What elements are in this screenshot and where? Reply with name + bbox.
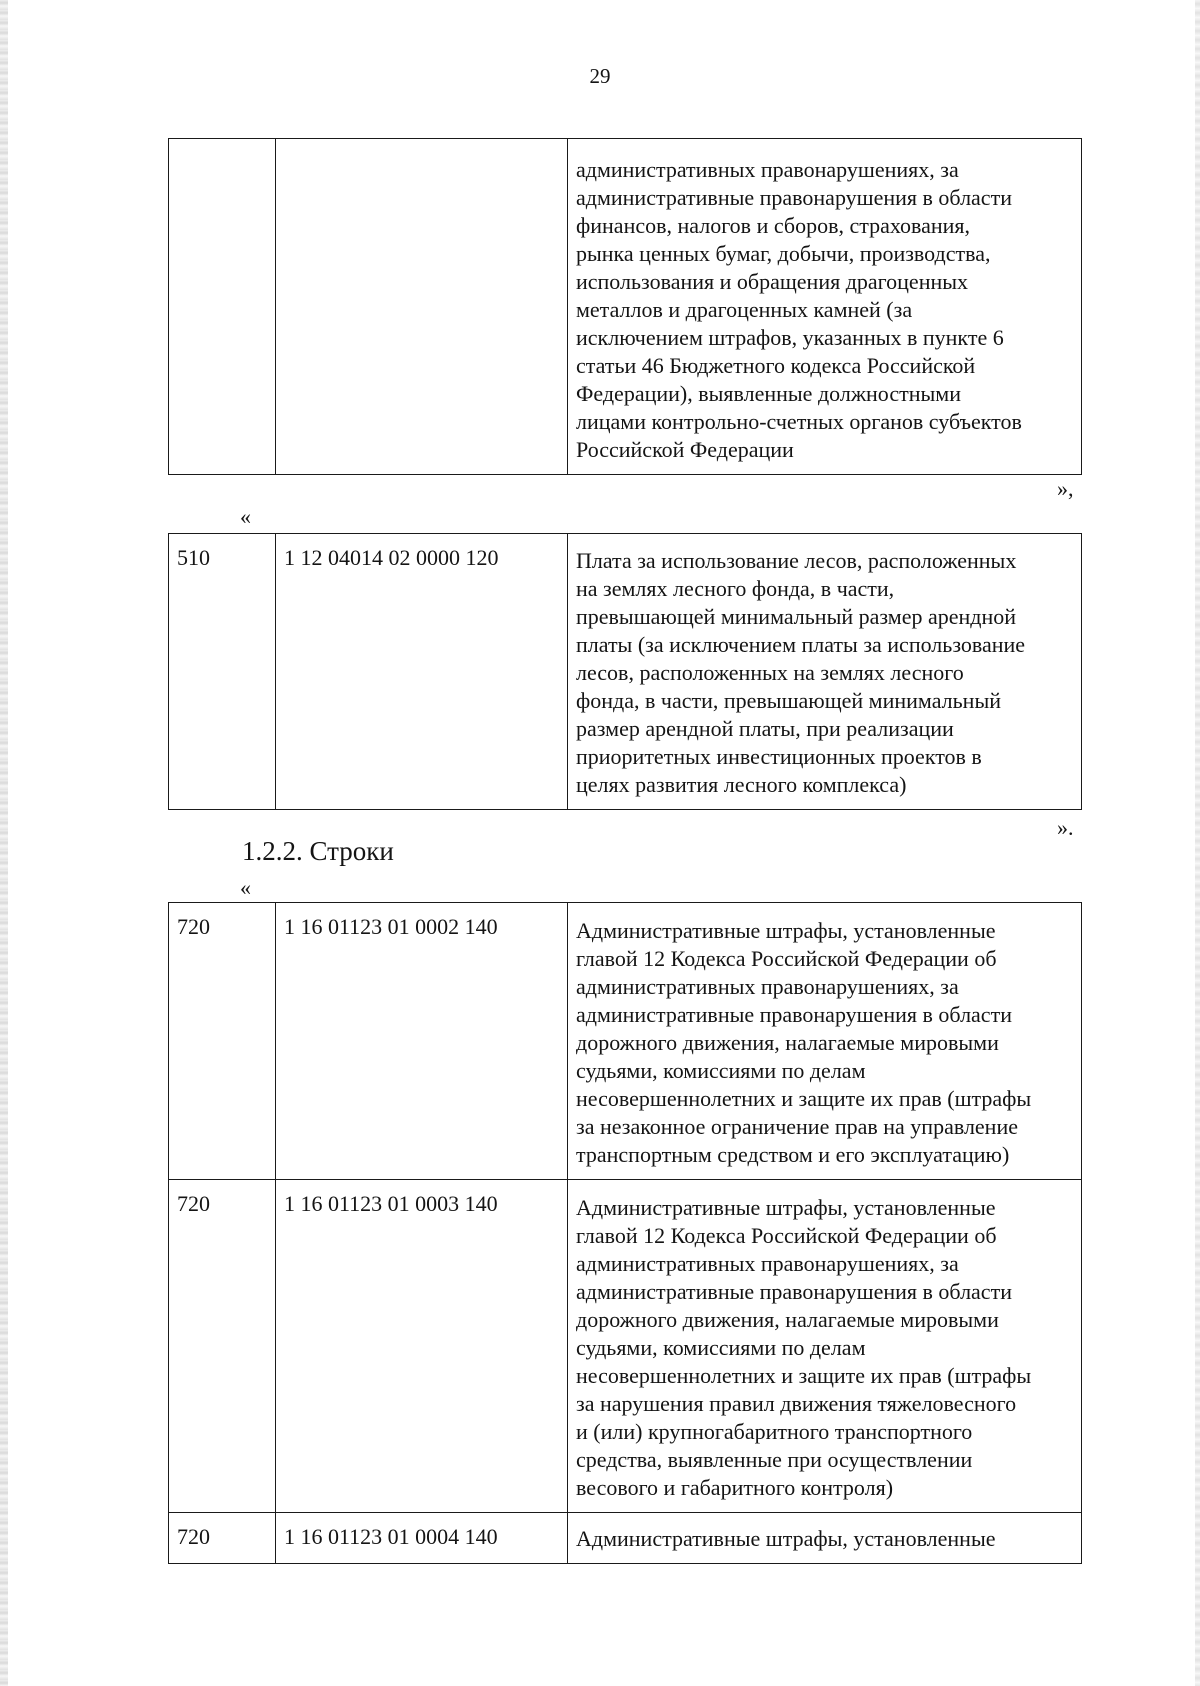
closing-quote: », — [1057, 476, 1074, 501]
opening-quote: « — [240, 504, 251, 529]
table-cell-kbk: 1 16 01123 01 0004 140 — [276, 1513, 568, 1564]
table-cell-description: Административные штрафы, установленные — [568, 1513, 1082, 1564]
table-cell-description: административных правонарушениях, за административные правонарушения в области финансов, налогов и сборов, страхования, рынка ценных бумаг, добычи, производства, использования и обращения драгоценных металлов и драгоценных камней (за исключением штрафов, указанных в пункте 6 статьи 46 Бюджетного кодекса Российской Федерации), выявленные должностными лицами контрольно-счетных органов субъектов Российской Федерации — [568, 139, 1082, 475]
opening-quote: « — [240, 875, 251, 900]
table-cell-code: 720 — [169, 903, 276, 1180]
table-cell-kbk: 1 12 04014 02 0000 120 — [276, 534, 568, 810]
table-cell-kbk — [276, 139, 568, 475]
table-row — [169, 1180, 1082, 1513]
table-cell-code: 510 — [169, 534, 276, 810]
table-row — [169, 139, 1082, 475]
table-cell-description: Плата за использование лесов, расположенных на землях лесного фонда, в части, превышающей минимальный размер арендной платы (за исключением платы за использование лесов, расположенных на землях лесного фонда, в части, превышающей минимальный размер арендной платы, при реализации приоритетных инвестиционных проектов в целях развития лесного комплекса) — [568, 534, 1082, 810]
table-cell-description: Административные штрафы, установленные главой 12 Кодекса Российской Федерации об административных правонарушениях, за административные правонарушения в области дорожного движения, налагаемые мировыми судьями, комиссиями по делам несовершеннолетних и защите их прав (штрафы за нарушения правил движения тяжеловесного и (или) крупногабаритного транспортного средства, выявленные при осуществлении весового и габаритного контроля) — [568, 1180, 1082, 1513]
scan-edge-left — [0, 0, 8, 1686]
table-row — [169, 903, 1082, 1180]
table-cell-kbk: 1 16 01123 01 0002 140 — [276, 903, 568, 1180]
table-510 — [168, 533, 1082, 810]
table-cell-code — [169, 139, 276, 475]
scan-edge-right — [1195, 0, 1200, 1686]
table-720 — [168, 902, 1082, 1564]
table-continuation — [168, 138, 1082, 475]
section-heading: 1.2.2. Строки — [242, 836, 394, 866]
table-cell-code: 720 — [169, 1513, 276, 1564]
table-cell-code: 720 — [169, 1180, 276, 1513]
table-row — [169, 1513, 1082, 1564]
closing-quote: ». — [1057, 815, 1074, 840]
table-cell-description: Административные штрафы, установленные главой 12 Кодекса Российской Федерации об административных правонарушениях, за административные правонарушения в области дорожного движения, налагаемые мировыми судьями, комиссиями по делам несовершеннолетних и защите их прав (штрафы за незаконное ограничение прав на управление транспортным средством и его эксплуатацию) — [568, 903, 1082, 1180]
table-row — [169, 534, 1082, 810]
page-number: 29 — [589, 64, 611, 88]
table-cell-kbk: 1 16 01123 01 0003 140 — [276, 1180, 568, 1513]
